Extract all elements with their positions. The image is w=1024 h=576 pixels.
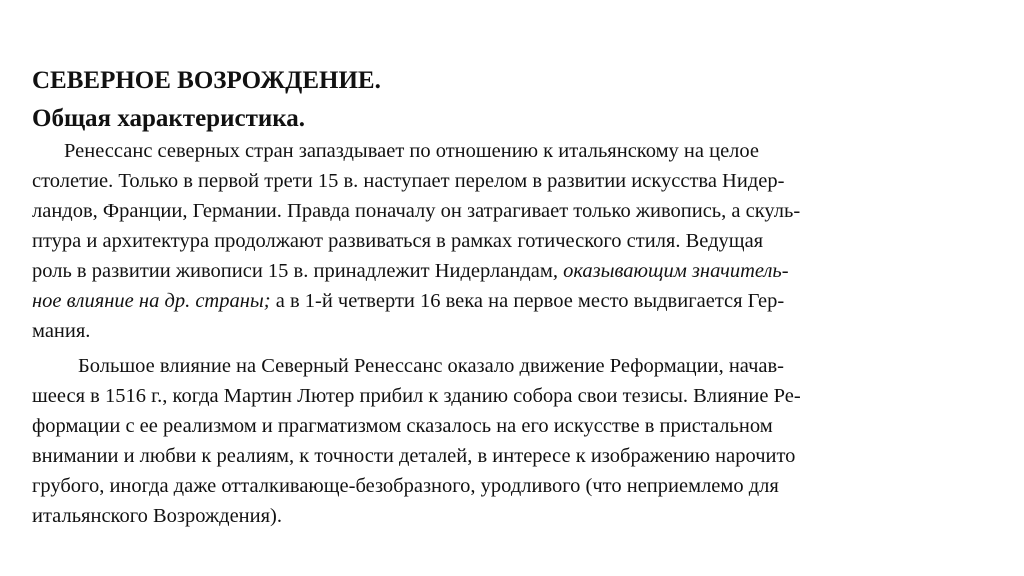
text-line: Ренессанс северных стран запаздывает по отношению к итальянскому на целое bbox=[64, 140, 760, 162]
text-line: птура и архитектура продолжают развиваться в рамках готического стиля. Ведущая bbox=[32, 230, 764, 252]
italic-text-run: ное влияние на др. страны; bbox=[32, 290, 271, 312]
text-line: формации с ее реализмом и прагматизмом сказалось на его искусстве в пристальном bbox=[32, 415, 773, 437]
text-line: мания. bbox=[32, 320, 91, 342]
text-line bbox=[32, 289, 784, 313]
text-line: итальянского Возрождения). bbox=[32, 505, 283, 527]
text-line: шееся в 1516 г., когда Мартин Лютер прибил к зданию собора свои тезисы. Влияние Ре- bbox=[32, 385, 801, 407]
text-line bbox=[32, 259, 789, 283]
text-line: внимании и любви к реалиям, к точности деталей, в интересе к изображению нарочито bbox=[32, 445, 796, 467]
italic-text-run: , оказывающим значитель- bbox=[552, 260, 789, 282]
text-run: роль в развитии живописи 15 в. принадлежит Нидерландам bbox=[32, 260, 553, 282]
slide-subtitle: Общая характеристика. bbox=[32, 105, 306, 132]
text-line: грубого, иногда даже отталкивающе-безобразного, уродливого (что неприемлемо для bbox=[32, 475, 779, 497]
slide-title: СЕВЕРНОЕ ВОЗРОЖДЕНИЕ. bbox=[32, 67, 381, 94]
text-line: ландов, Франции, Германии. Правда поначалу он затрагивает только живопись, а скуль- bbox=[32, 200, 801, 222]
text-line: столетие. Только в первой трети 15 в. наступает перелом в развитии искусства Нидер- bbox=[32, 170, 785, 192]
text-line: Большое влияние на Северный Ренессанс оказало движение Реформации, начав- bbox=[78, 355, 784, 377]
text-run: а в 1-й четверти 16 века на первое место выдвигается Гер- bbox=[270, 290, 785, 312]
